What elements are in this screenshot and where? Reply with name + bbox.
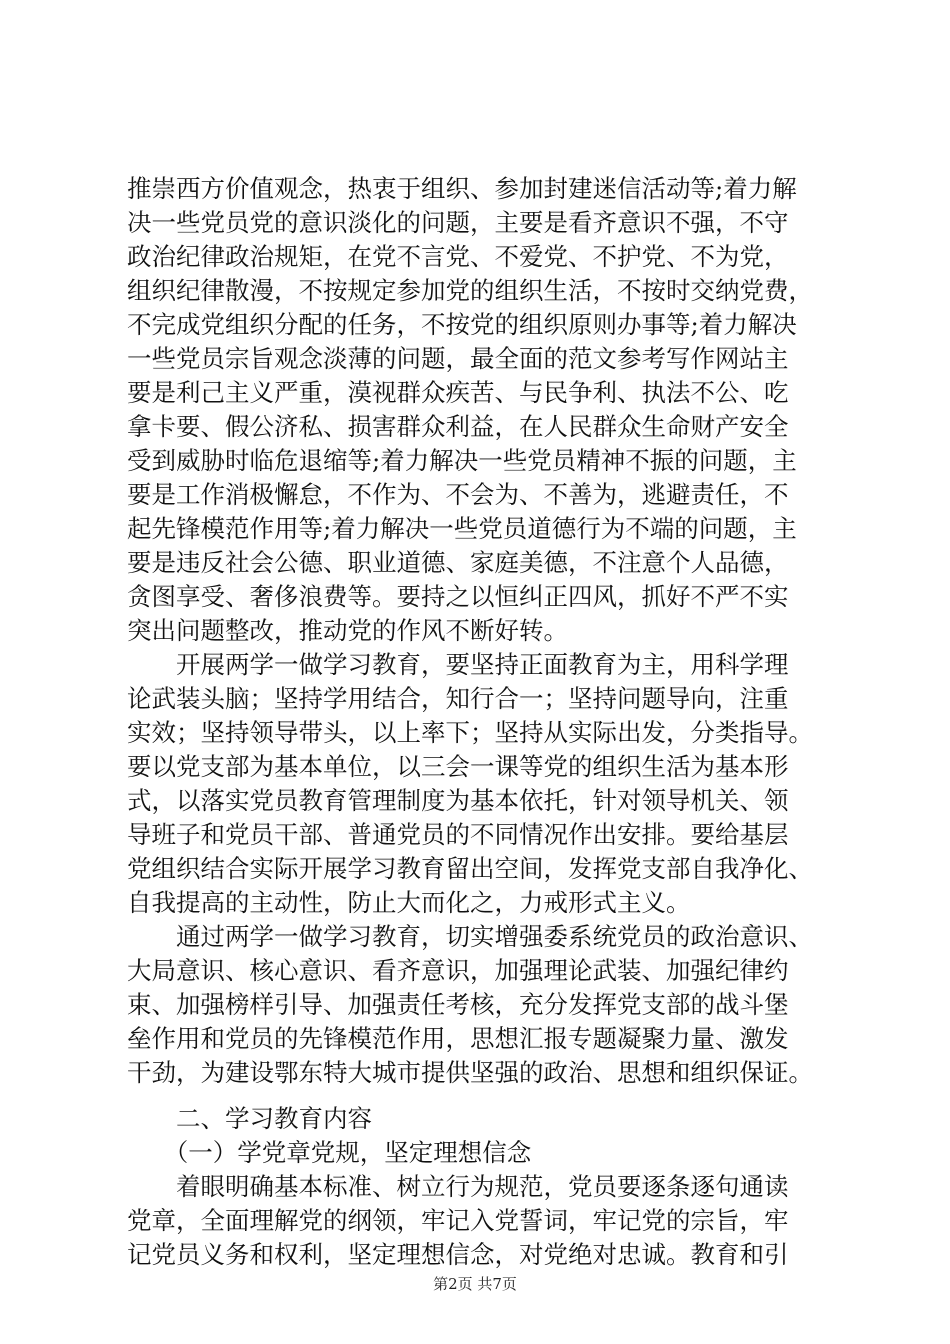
text-line: 起先锋模范作用等;着力解决一些党员道德行为不端的问题，主 — [127, 514, 797, 543]
text-line: 束、加强榜样引导、加强责任考核，充分发挥党支部的战斗堡 — [127, 990, 789, 1019]
text-line: 决一些党员党的意识淡化的问题，主要是看齐意识不强，不守 — [127, 208, 789, 237]
text-line: 论武装头脑；坚持学用结合，知行合一；坚持问题导向，注重 — [127, 684, 789, 713]
text-line: 通过两学一做学习教育，切实增强委系统党员的政治意识、 — [127, 922, 813, 951]
page-number-footer: 第2页 共7页 — [433, 1275, 517, 1293]
text-line: 党组织结合实际开展学习教育留出空间，发挥党支部自我净化、 — [127, 854, 813, 883]
text-line: 要以党支部为基本单位，以三会一课等党的组织生活为基本形 — [127, 752, 789, 781]
text-line: 开展两学一做学习教育，要坚持正面教育为主，用科学理 — [127, 650, 789, 679]
text-line: 式，以落实党员教育管理制度为基本依托，针对领导机关、领 — [127, 786, 789, 815]
text-line: 突出问题整改，推动党的作风不断好转。 — [127, 616, 568, 645]
text-line: 大局意识、核心意识、看齐意识，加强理论武装、加强纪律约 — [127, 956, 789, 985]
text-line: 一些党员宗旨观念淡薄的问题，最全面的范文参考写作网站主 — [127, 344, 789, 373]
text-line: 拿卡要、假公济私、损害群众利益，在人民群众生命财产安全 — [127, 412, 789, 441]
text-line: 贪图享受、奢侈浪费等。要持之以恒纠正四风，抓好不严不实 — [127, 582, 789, 611]
text-line: 党章，全面理解党的纲领，牢记入党誓词，牢记党的宗旨，牢 — [127, 1206, 789, 1235]
text-line: 要是利己主义严重，漠视群众疾苦、与民争利、执法不公、吃 — [127, 378, 789, 407]
text-line: 导班子和党员干部、普通党员的不同情况作出安排。要给基层 — [127, 820, 789, 849]
text-line: 要是违反社会公德、职业道德、家庭美德，不注意个人品德， — [127, 548, 789, 577]
text-line: 自我提高的主动性，防止大而化之，力戒形式主义。 — [127, 888, 691, 917]
subsection-heading: （一）学党章党规，坚定理想信念 — [127, 1138, 532, 1167]
text-line: 政治纪律政治规矩，在党不言党、不爱党、不护党、不为党， — [127, 242, 789, 271]
text-line: 推崇西方价值观念，热衷于组织、参加封建迷信活动等;着力解 — [127, 174, 797, 203]
text-line: 干劲，为建设鄂东特大城市提供坚强的政治、思想和组织保证。 — [127, 1058, 813, 1087]
text-line: 要是工作消极懈怠，不作为、不会为、不善为，逃避责任，不 — [127, 480, 789, 509]
text-line: 不完成党组织分配的任务，不按党的组织原则办事等;着力解决 — [127, 310, 797, 339]
text-line: 组织纪律散漫，不按规定参加党的组织生活，不按时交纳党费， — [127, 276, 813, 305]
text-line: 着眼明确基本标准、树立行为规范，党员要逐条逐句通读 — [127, 1172, 789, 1201]
text-line: 实效；坚持领导带头，以上率下；坚持从实际出发，分类指导。 — [127, 718, 813, 747]
text-line: 垒作用和党员的先锋模范作用，思想汇报专题凝聚力量、激发 — [127, 1024, 789, 1053]
section-heading: 二、学习教育内容 — [127, 1104, 372, 1133]
text-line: 受到威胁时临危退缩等;着力解决一些党员精神不振的问题，主 — [127, 446, 797, 475]
text-line: 记党员义务和权利，坚定理想信念，对党绝对忠诚。教育和引 — [127, 1240, 789, 1269]
